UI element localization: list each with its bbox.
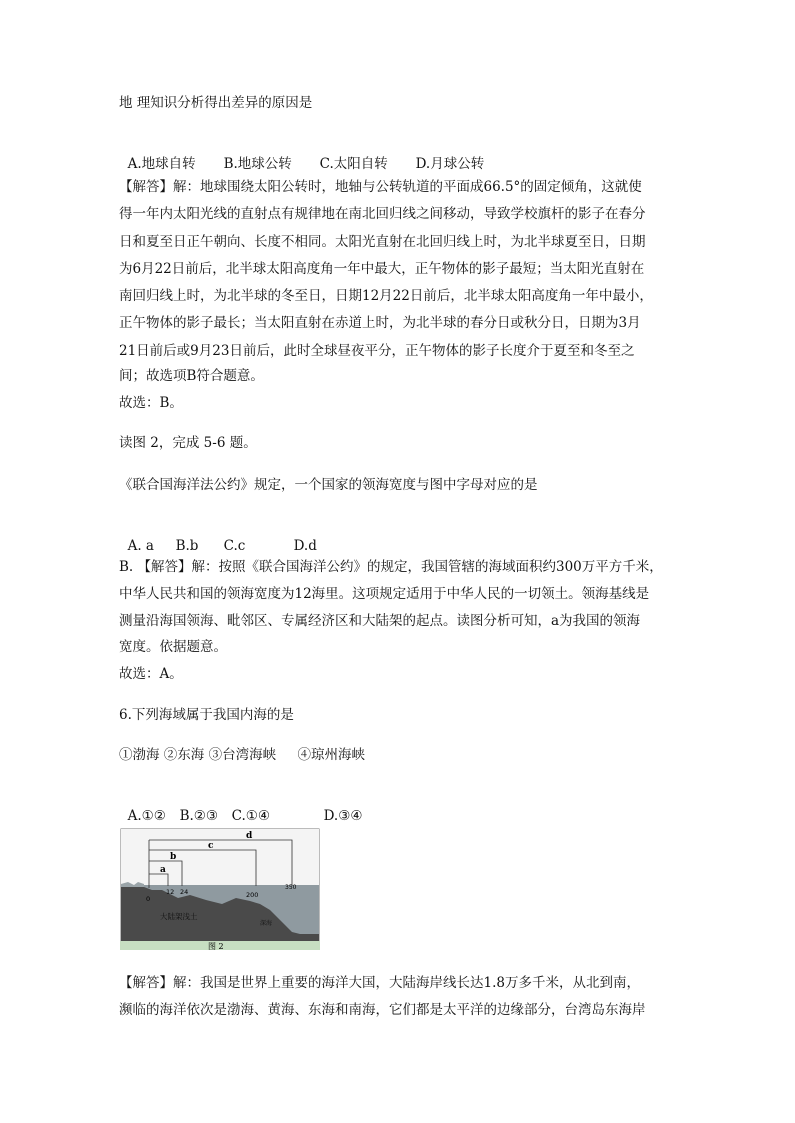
- q5-option-d: D.d: [293, 538, 317, 554]
- label-b: b: [170, 852, 177, 862]
- answer-5-line: 宽度。依据题意。: [119, 639, 227, 655]
- q5-stem: 《联合国海洋法公约》规定，一个国家的领海宽度与图中字母对应的是: [119, 477, 538, 493]
- answer-4-line: 为6月22日前后，北半球太阳高度角一年中最大，正午物体的影子最短；当太阳光直射在: [119, 261, 645, 277]
- section-intro: 读图 2，完成 5-6 题。: [119, 435, 257, 451]
- label-c: c: [208, 841, 214, 851]
- q4-option-a: A.地球自转: [127, 156, 196, 172]
- tick-24: 24: [180, 888, 189, 896]
- q5-option-c: C.c: [223, 538, 246, 554]
- q4-option-b: B.地球公转: [223, 156, 292, 172]
- answer-4-line: 南回归线上时，为北半球的冬至日，日期12月22日前后，北半球太阳高度角一年中最小，: [119, 288, 653, 304]
- answer-6-line: 濒临的海洋依次是渤海、黄海、东海和南海，它们都是太平洋的边缘部分，台湾岛东海岸: [119, 1002, 646, 1018]
- q4-option-c: C.太阳自转: [319, 156, 388, 172]
- tick-200: 200: [246, 891, 259, 899]
- q6-stem: 6.下列海域属于我国内海的是: [119, 707, 294, 723]
- q5-option-b: B.b: [175, 538, 199, 554]
- q5-options: [119, 519, 317, 555]
- answer-4-line: 21日前后或9月23日前后，此时全球昼夜平分，正午物体的影子长度介于夏至和冬至之: [119, 343, 635, 359]
- q6-options: [119, 789, 362, 825]
- q6-option-b: B.②③: [179, 808, 219, 824]
- tick-0: 0: [146, 895, 151, 903]
- answer-6-line: 【解答】解：我国是世界上重要的海洋大国，大陆海岸线长达1.8万多千米，从北到南，: [119, 975, 640, 991]
- answer-4-line: 得一年内太阳光线的直射点有规律地在南北回归线之间移动，导致学校旗杆的影子在春分: [119, 206, 646, 222]
- answer-4-line: 正午物体的影子最长；当太阳直射在赤道上时，为北半球的春分日或秋分日，日期为3月: [119, 315, 641, 331]
- answer-4-line: 间；故选项B符合题意。: [119, 368, 264, 384]
- figure-2-svg: [120, 828, 320, 950]
- figure-caption: 图 2: [208, 942, 224, 950]
- answer-5-line: B. 【解答】解：按照《联合国海洋公约》的规定，我国管辖的海域面积约300万平方千米，: [119, 559, 663, 575]
- answer-5-line: 中华人民共和国的领海宽度为12海里。这项规定适用于中华人民的一切领土。领海基线是: [119, 586, 650, 602]
- q6-option-c: C.①④: [231, 808, 270, 824]
- q4-options: [119, 137, 484, 173]
- q4-option-d: D.月球公转: [415, 156, 485, 172]
- label-a: a: [160, 865, 166, 875]
- q5-option-a: A. a: [127, 538, 154, 554]
- q6-items: ①渤海 ②东海 ③台湾海峡 ④琼州海峡: [119, 747, 366, 763]
- answer-4-line: 日和夏至日正午朝向、长度不相同。太阳光直射在北回归线上时，为北半球夏至日，日期: [119, 234, 646, 250]
- q6-option-a: A.①②: [127, 808, 166, 824]
- tick-350: 350: [285, 884, 297, 891]
- answer-4-result: 故选：B。: [119, 395, 183, 411]
- tick-12: 12: [166, 888, 175, 896]
- label-d: d: [246, 831, 253, 841]
- figure-2-sea-zones-diagram: [120, 828, 320, 950]
- deep-sea-label: 深海: [260, 920, 273, 927]
- land-label: 大陆架浅土: [160, 912, 198, 921]
- answer-5-line: 测量沿海国领海、毗邻区、专属经济区和大陆架的起点。读图分析可知，a为我国的领海: [119, 613, 641, 629]
- answer-4-line: 【解答】解：地球围绕太阳公转时，地轴与公转轨道的平面成66.5°的固定倾角，这就使: [119, 179, 642, 195]
- answer-5-result: 故选：A。: [119, 666, 183, 682]
- q6-option-d: D.③④: [323, 808, 363, 824]
- q4-stem: 地 理知识分析得出差异的原因是: [119, 95, 313, 111]
